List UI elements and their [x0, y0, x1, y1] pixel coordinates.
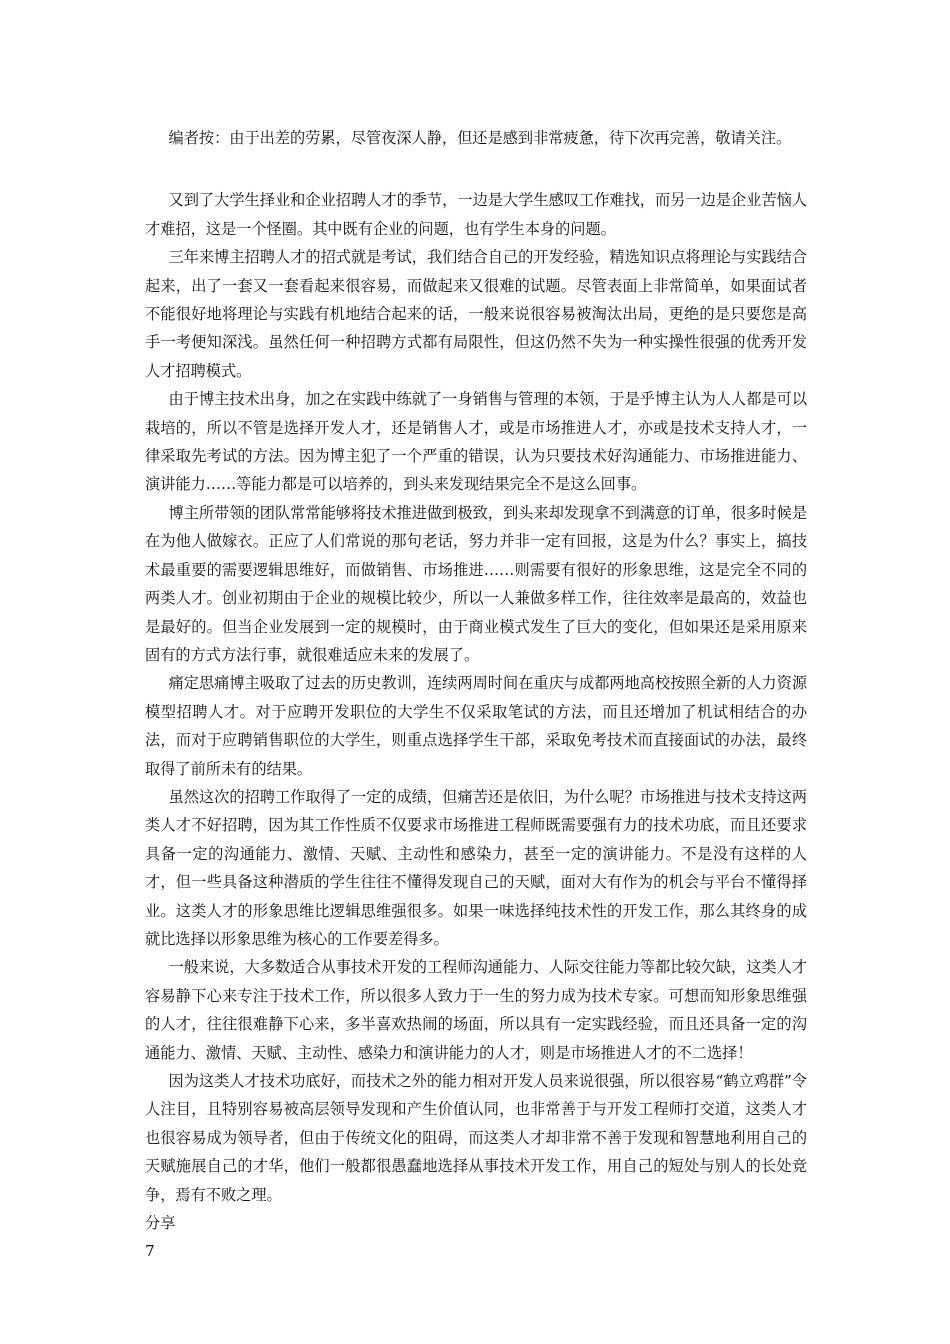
paragraph-3: 由于博主技术出身，加之在实践中练就了一身销售与管理的本领，于是乎博主认为人人都是可以栽培的，所以不管是选择开发人才，还是销售人才，或是市场推进人才，亦或是技术支持人才，一律采取先考试的方法。因为博主犯了一个严重的错误，认为只要技术好沟通能力、市场推进能力、演讲能力……等能力都是可以培养的，到头来发现结果完全不是这么回事。	[145, 390, 807, 494]
paragraph-7: 一般来说，大多数适合从事技术开发的工程师沟通能力、人际交往能力等都比较欠缺，这类人才容易静下心来专注于技术工作，所以很多人致力于一生的努力成为技术专家。可想而知形象思维强的人才，往往很难静下心来，多半喜欢热闹的场面，所以具有一定实践经验，而且还具备一定的沟通能力、激情、天赋、主动性、感染力和演讲能力的人才，则是市场推进人才的不二选择！	[145, 958, 807, 1062]
paragraph-4: 博主所带领的团队常常能够将技术推进做到极致，到头来却发现拿不到满意的订单，很多时候是在为他人做嫁衣。正应了人们常说的那句老话，努力并非一定有回报，这是为什么？事实上，搞技术最重要的需要逻辑思维好，而做销售、市场推进……则需要有很好的形象思维，这是完全不同的两类人才。创业初期由于企业的规模比较少，所以一人兼做多样工作，往往效率是最高的，效益也是最好的。但当企业发展到一定的规模时，由于商业模式发生了巨大的变化，但如果还是采用原来固有的方式方法行事，就很难适应未来的发展了。	[145, 503, 807, 664]
paragraph-5: 痛定思痛博主吸取了过去的历史教训，连续两周时间在重庆与成都两地高校按照全新的人力资源模型招聘人才。对于应聘开发职位的大学生不仅采取笔试的方法，而且还增加了机试相结合的办法，而对于应聘销售职位的大学生，则重点选择学生干部，采取免考技术而直接面试的办法，最终取得了前所未有的结果。	[145, 674, 807, 778]
paragraph-6: 虽然这次的招聘工作取得了一定的成绩，但痛苦还是依旧，为什么呢？市场推进与技术支持这两类人才不好招聘，因为其工作性质不仅要求市场推进工程师既需要强有力的技术功底，而且还要求具备一定的沟通能力、激情、天赋、主动性和感染力，甚至一定的演讲能力。不是没有这样的人才，但一些具备这种潜质的学生往往不懂得发现自己的天赋，面对大有作为的机会与平台不懂得择业。这类人才的形象思维比逻辑思维强很多。如果一味选择纯技术性的开发工作，那么其终身的成就比选择以形象思维为核心的工作要差得多。	[145, 787, 807, 948]
paragraph-8: 因为这类人才技术功底好，而技术之外的能力相对开发人员来说很强，所以很容易“鹤立鸡群”令人注目，且特别容易被高层领导发现和产生价值认同，也非常善于与开发工程师打交道，这类人才也很容易成为领导者，但由于传统文化的阻碍，而这类人才却非常不善于发现和智慧地利用自己的天赋施展自己的才华，他们一般都很愚蠢地选择从事技术开发工作，用自己的短处与别人的长处竞争，焉有不败之理。	[145, 1072, 807, 1204]
share-label[interactable]: 分享	[145, 1214, 176, 1233]
paragraph-2: 三年来博主招聘人才的招式就是考试，我们结合自己的开发经验，精选知识点将理论与实践结合起来，出了一套又一套看起来很容易，而做起来又很难的试题。尽管表面上非常简单，如果面试者不能很好地将理论与实践有机地结合起来的话，一般来说很容易被淘汰出局，更绝的是只要您是高手一考便知深浅。虽然任何一种招聘方式都有局限性，但这仍然不失为一种实操性很强的优秀开发人才招聘模式。	[145, 248, 807, 380]
share-count: 7	[145, 1242, 155, 1261]
article-body	[145, 124, 807, 1266]
paragraph-1: 又到了大学生择业和企业招聘人才的季节，一边是大学生感叹工作难找，而另一边是企业苦恼人才难招，这是一个怪圈。其中既有企业的问题，也有学生本身的问题。	[145, 191, 807, 238]
editor-note: 编者按：由于出差的劳累，尽管夜深人静，但还是感到非常疲惫，待下次再完善，敬请关注。	[168, 129, 792, 147]
